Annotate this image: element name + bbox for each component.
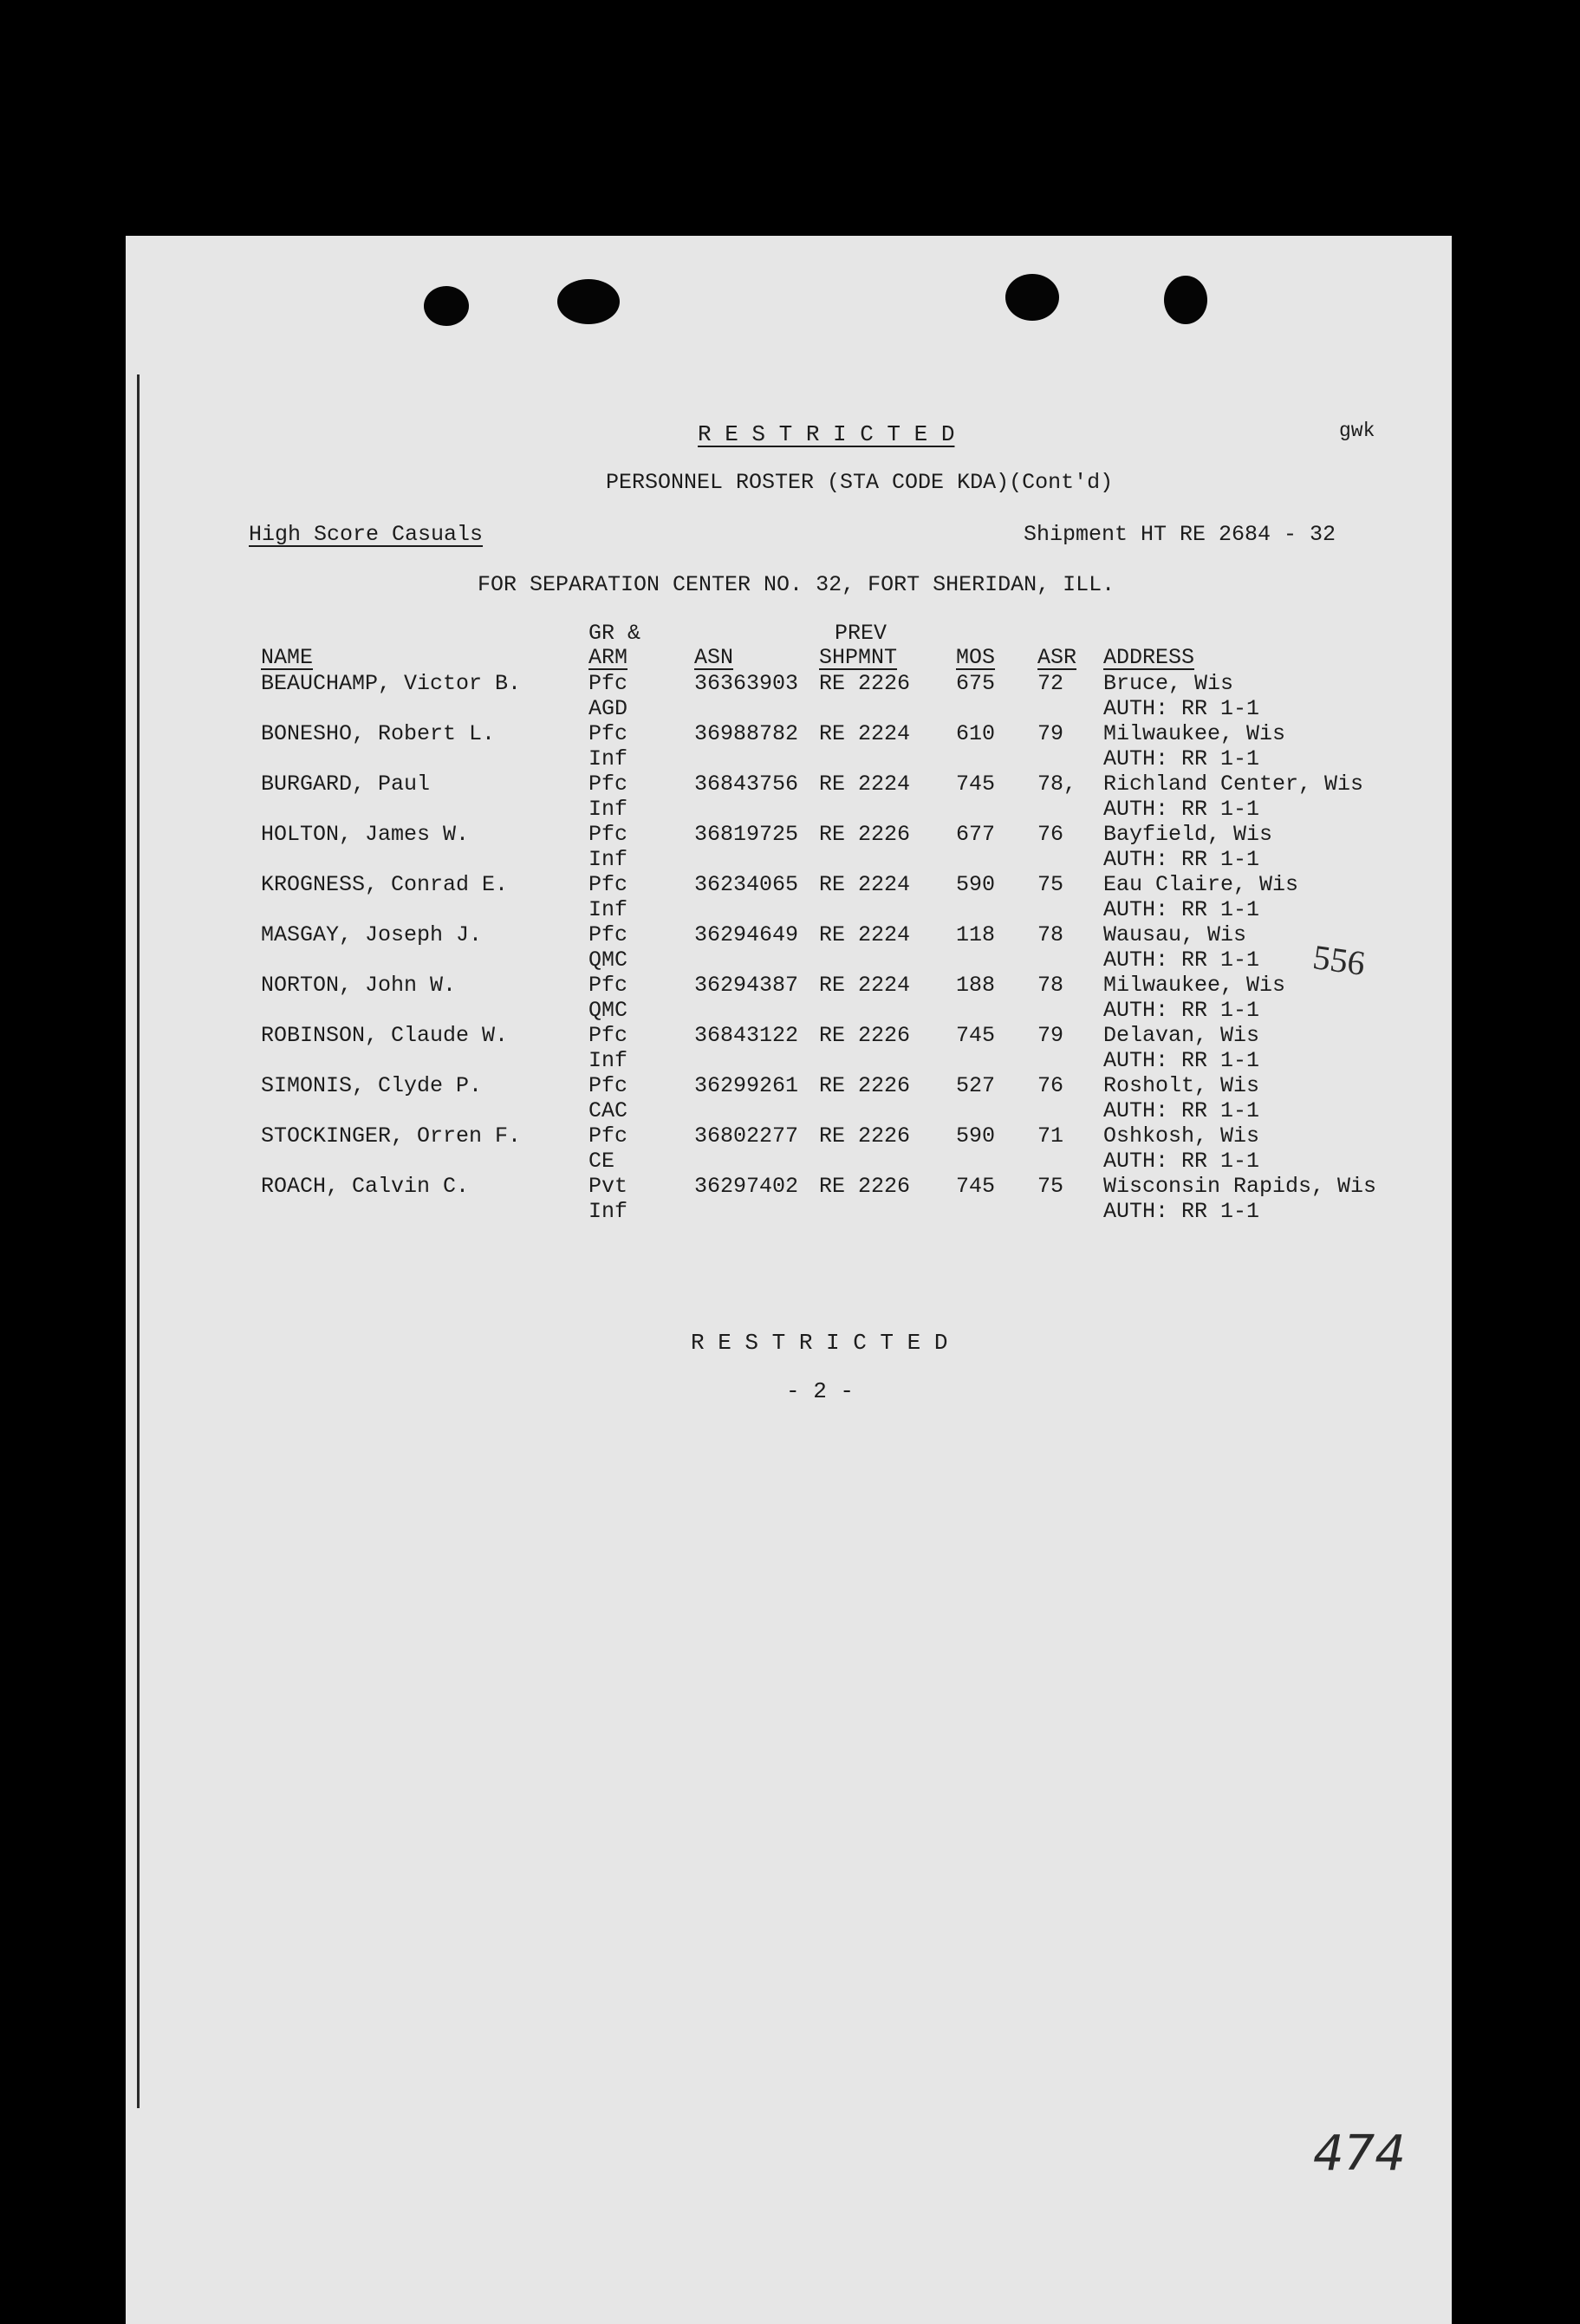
mos-cell: 745 [956,1174,996,1199]
column-header-asn: ASN [694,645,734,670]
roster-row [126,1023,1452,1073]
grade-cell: Pfc [588,1123,628,1149]
name-cell: KROGNESS, Conrad E. [261,872,509,897]
asr-cell: 72 [1037,671,1064,696]
roster-row [126,1123,1452,1174]
grade-cell: Pfc [588,872,628,897]
authority-cell: AUTH: RR 1-1 [1103,797,1260,822]
asn-cell: 36819725 [694,822,799,847]
authority-cell: AUTH: RR 1-1 [1103,1149,1260,1174]
roster-title: PERSONNEL ROSTER (STA CODE KDA)(Cont'd) [606,470,1114,495]
grade-cell: Pfc [588,721,628,746]
header-classification: R E S T R I C T E D [698,421,955,447]
asn-cell: 36234065 [694,872,799,897]
group-label: High Score Casuals [249,522,484,547]
mos-cell: 590 [956,1123,996,1149]
prev-shipment-cell: RE 2224 [819,721,911,746]
header-initials: gwk [1339,420,1375,442]
name-cell: ROACH, Calvin C. [261,1174,470,1199]
address-cell: Milwaukee, Wis [1103,973,1286,998]
prev-shipment-cell: RE 2226 [819,822,911,847]
name-cell: ROBINSON, Claude W. [261,1023,509,1048]
mos-cell: 745 [956,1023,996,1048]
mos-cell: 118 [956,922,996,947]
stamped-number: 556 [1310,937,1368,983]
asr-cell: 78, [1037,771,1077,797]
shipment-label: Shipment HT RE 2684 - 32 [1024,522,1336,547]
arm-cell: QMC [588,947,628,973]
arm-cell: Inf [588,847,628,872]
arm-cell: Inf [588,1048,628,1073]
arm-cell: Inf [588,746,628,771]
grade-cell: Pvt [588,1174,628,1199]
asr-cell: 79 [1037,721,1064,746]
grade-cell: Pfc [588,1073,628,1098]
authority-cell: AUTH: RR 1-1 [1103,696,1260,721]
prev-shipment-cell: RE 2226 [819,1174,911,1199]
grade-cell: Pfc [588,822,628,847]
prev-shipment-cell: RE 2226 [819,1123,911,1149]
asn-cell: 36297402 [694,1174,799,1199]
address-cell: Wisconsin Rapids, Wis [1103,1174,1377,1199]
address-cell: Wausau, Wis [1103,922,1247,947]
asr-cell: 76 [1037,822,1064,847]
arm-cell: Inf [588,897,628,922]
asn-cell: 36843122 [694,1023,799,1048]
roster-row [126,872,1452,922]
asn-cell: 36843756 [694,771,799,797]
grade-cell: Pfc [588,771,628,797]
asr-cell: 76 [1037,1073,1064,1098]
authority-cell: AUTH: RR 1-1 [1103,998,1260,1023]
grade-cell: Pfc [588,1023,628,1048]
roster-row [126,973,1452,1023]
roster-row [126,822,1452,872]
address-cell: Bruce, Wis [1103,671,1234,696]
column-header-name: NAME [261,645,314,670]
column-header-address: ADDRESS [1103,645,1195,670]
authority-cell: AUTH: RR 1-1 [1103,1199,1260,1224]
grade-cell: Pfc [588,922,628,947]
column-header-asr: ASR [1037,645,1077,670]
prev-shipment-cell: RE 2224 [819,922,911,947]
column-header-mos: MOS [956,645,996,670]
address-cell: Richland Center, Wis [1103,771,1364,797]
prev-shipment-cell: RE 2226 [819,1023,911,1048]
asn-cell: 36294649 [694,922,799,947]
asn-cell: 36363903 [694,671,799,696]
mos-cell: 527 [956,1073,996,1098]
asr-cell: 78 [1037,922,1064,947]
handwritten-number: 474 [1313,2125,1406,2182]
arm-cell: Inf [588,1199,628,1224]
asn-cell: 36988782 [694,721,799,746]
column-header-shpmnt: SHPMNT [819,645,898,670]
address-cell: Delavan, Wis [1103,1023,1260,1048]
name-cell: BURGARD, Paul [261,771,431,797]
document-page [126,236,1452,2324]
column-header-arm: ARM [588,645,628,670]
mos-cell: 745 [956,771,996,797]
punch-hole [1164,276,1207,324]
arm-cell: CE [588,1149,615,1174]
grade-cell: Pfc [588,671,628,696]
prev-shipment-cell: RE 2224 [819,973,911,998]
mos-cell: 677 [956,822,996,847]
prev-shipment-cell: RE 2226 [819,671,911,696]
address-cell: Milwaukee, Wis [1103,721,1286,746]
punch-hole [424,286,469,326]
arm-cell: AGD [588,696,628,721]
asr-cell: 71 [1037,1123,1064,1149]
mos-cell: 590 [956,872,996,897]
arm-cell: QMC [588,998,628,1023]
arm-cell: CAC [588,1098,628,1123]
authority-cell: AUTH: RR 1-1 [1103,897,1260,922]
asr-cell: 75 [1037,1174,1064,1199]
mos-cell: 188 [956,973,996,998]
name-cell: BEAUCHAMP, Victor B. [261,671,522,696]
prev-shipment-cell: RE 2224 [819,872,911,897]
authority-cell: AUTH: RR 1-1 [1103,1098,1260,1123]
destination-line: FOR SEPARATION CENTER NO. 32, FORT SHERIDAN, ILL. [478,572,1115,597]
punch-hole [557,279,620,324]
address-cell: Bayfield, Wis [1103,822,1273,847]
address-cell: Eau Claire, Wis [1103,872,1299,897]
authority-cell: AUTH: RR 1-1 [1103,947,1260,973]
page-edge-line [137,374,140,2108]
roster-row [126,721,1452,771]
punch-hole [1005,274,1059,321]
prev-shipment-cell: RE 2226 [819,1073,911,1098]
column-header-gr-top: GR & [588,621,641,646]
authority-cell: AUTH: RR 1-1 [1103,847,1260,872]
asr-cell: 79 [1037,1023,1064,1048]
name-cell: STOCKINGER, Orren F. [261,1123,522,1149]
roster-row [126,1073,1452,1123]
name-cell: NORTON, John W. [261,973,457,998]
grade-cell: Pfc [588,973,628,998]
asr-cell: 78 [1037,973,1064,998]
asr-cell: 75 [1037,872,1064,897]
roster-row [126,771,1452,822]
roster-row [126,922,1452,973]
mos-cell: 675 [956,671,996,696]
name-cell: HOLTON, James W. [261,822,470,847]
footer-classification: R E S T R I C T E D [691,1330,948,1356]
asn-cell: 36294387 [694,973,799,998]
address-cell: Rosholt, Wis [1103,1073,1260,1098]
name-cell: SIMONIS, Clyde P. [261,1073,483,1098]
arm-cell: Inf [588,797,628,822]
authority-cell: AUTH: RR 1-1 [1103,1048,1260,1073]
asn-cell: 36299261 [694,1073,799,1098]
address-cell: Oshkosh, Wis [1103,1123,1260,1149]
mos-cell: 610 [956,721,996,746]
roster-row [126,1174,1452,1224]
page-number: - 2 - [786,1378,855,1404]
column-header-prev-top: PREV [835,621,888,646]
roster-row [126,671,1452,721]
name-cell: BONESHO, Robert L. [261,721,496,746]
name-cell: MASGAY, Joseph J. [261,922,483,947]
authority-cell: AUTH: RR 1-1 [1103,746,1260,771]
prev-shipment-cell: RE 2224 [819,771,911,797]
asn-cell: 36802277 [694,1123,799,1149]
